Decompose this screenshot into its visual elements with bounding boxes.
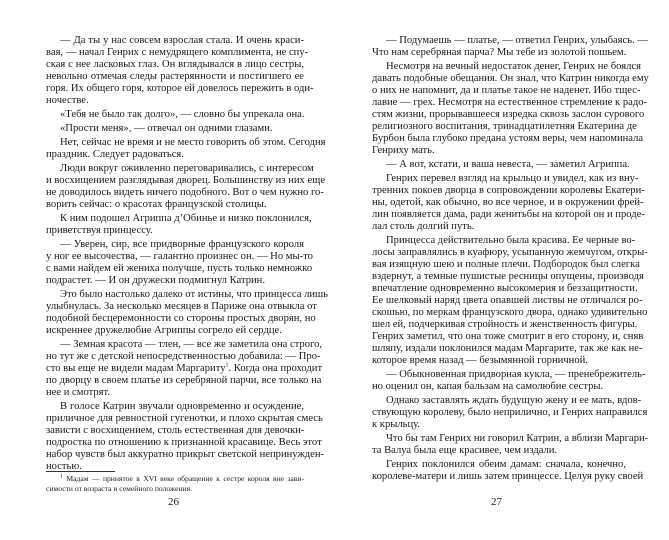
text-line: Нет, сейчас не время и не место говорить об этом. Сегодня (60, 137, 326, 148)
text-line: ская с нее ласковых глаз. Он вглядывался в лицо сестры, (46, 59, 304, 70)
text-line: — Обыкновенная придворная кукла, — пренебрежитель- (386, 369, 646, 380)
text-line: шел ей, подчеркивая стройность и женственность фигуры. (372, 319, 638, 330)
text-line: у ног ее высочества, — галантно произнес он. — Но мы-то (46, 251, 313, 262)
text-line: нее и смотрят. (46, 387, 111, 398)
text-line: улыбнулась. За несколько месяцев в Париже она отвыкла от (46, 301, 317, 312)
text-line: В голосе Катрин звучали одновременно и осуждение, (60, 401, 304, 412)
text-line: с вами найдем ей жениха получше, пусть только немножко (46, 263, 313, 274)
text-line: вая изящную шею и полные плечи. Подбородок был слегка (372, 259, 640, 270)
text-line: ворить сейчас: о красотах французской столицы. (46, 199, 267, 210)
text-line: которое время назад — безымянной горничной. (372, 355, 588, 366)
paragraph (46, 137, 326, 161)
text-line: ночестве. (46, 95, 89, 106)
text-line: к крыльцу. (372, 419, 421, 430)
text-line: Генрих перевел взгляд на крыльцо и увидел, как из вну- (386, 173, 639, 184)
text-line: — Да ты у нас совсем взрослая стала. И очень краси- (60, 35, 304, 46)
paragraph (46, 401, 325, 473)
text-line: зависти с восхищением, столь естественная для девочки- (46, 425, 305, 436)
text-line: вздернут, а темные пушистые ресницы опущены, производя (372, 271, 644, 282)
footnote-line: $^1$ Мадам — принятое в XVI веке обращение к сестре короля вне зави- (60, 473, 304, 483)
paragraph (372, 395, 648, 431)
text-line: религиозного воспитания, тринадцатилетняя Екатерина де (372, 121, 637, 132)
text-line: стям жизни, прорывавшееся изредка сквозь заслон сурового (372, 109, 645, 120)
paragraph (46, 163, 326, 211)
text-line: «Прости меня», — отвечал он одними глазами. (60, 123, 273, 134)
text-line: впечатление одновременно высокомерия и беззащитности. (372, 283, 638, 294)
text-line: та Валуа была еще красивее, чем издали. (372, 445, 558, 456)
text-line: Несмотря на вечный недостаток денег, Генрих не боялся (386, 61, 641, 72)
text-line: ностью. (46, 461, 82, 472)
text-line: приветствуя принцессу. (46, 225, 153, 236)
paragraph (372, 173, 645, 233)
text-line: давать подобные обещания. Он знал, что Катрин никогда ему (372, 73, 649, 84)
footnote (46, 474, 304, 494)
text-line: Что бы там Генрих ни говорил Катрин, а вблизи Маргари- (386, 433, 649, 444)
paragraph (372, 159, 630, 171)
text-line: но тут же с детской непосредственностью добавила: — Про- (46, 351, 321, 362)
text-line: ствующую королеву, было неприлично, и Генрих направился (372, 407, 648, 418)
right-page-text (372, 35, 649, 485)
page-number-left: 26 (168, 496, 179, 508)
paragraph (46, 109, 304, 121)
footnote-marker: 1 (225, 362, 229, 369)
paragraph (46, 289, 329, 337)
text-line: — Уверен, сир, все придворные французского короля (60, 239, 304, 250)
paragraph (46, 35, 314, 107)
text-line: лосы заправлялись в куафюру, усыпанную жемчугом, откры- (372, 247, 648, 258)
text-line: по дворцу в своем платье из серебряной парчи, все только на (46, 375, 322, 386)
text-line: Что нам серебряная парча? Мы тебе из золотой пошьем. (372, 47, 627, 58)
text-line: лин появляется дама, ради женитьбы на которой он и проде- (372, 209, 645, 220)
text-line: Генрих поклонился обеим дамам: сначала, конечно, (386, 459, 626, 470)
text-line: Генрих заметил, что она тоже смотрит в его сторону, и, сняв (372, 331, 644, 342)
text-line: «Тебя не было так долго», — словно бы упрекала она. (60, 109, 305, 120)
text-line: не доводилось видеть ничего подобного. Вот о чем нужно го- (46, 187, 324, 198)
text-line: скошью, по меркам французского двора, однако удивительно (372, 307, 648, 318)
text-line: невольно отмечая следы растерянности и постигшего ее (46, 71, 304, 82)
footnote-line: симости от возраста и семейного положения. (46, 484, 193, 493)
text-line: праздник. Следует радоваться. (46, 149, 184, 160)
text-line: ны, одетой, как обычно, во все черное, и в окружении фрей- (372, 197, 644, 208)
paragraph (372, 61, 649, 157)
left-page-text (46, 35, 329, 475)
paragraph (46, 213, 312, 237)
paragraph (372, 433, 649, 457)
text-line: шляпу, издали поклонился мадам Маргарите, так же как не- (372, 343, 643, 354)
paragraph (46, 239, 313, 287)
text-line: К ним подошел Агриппа д’Обинье и низко поклонился, (60, 213, 312, 224)
text-line: — Земная красота — тлен, — все же заметила она строго, (60, 339, 323, 350)
text-line: сто вы еще не видели мадам Маргариту$^1$. Когда она проходит (46, 362, 323, 374)
text-line: тренних покоев дворца в сопровождении королевы Екатери- (372, 185, 645, 196)
paragraph (372, 459, 644, 483)
text-line: и восхищением разглядывая дворец. Большинству из них еще (46, 175, 326, 186)
text-line: Бурбон была глубоко предана устоям веры, чем напоминала (372, 133, 644, 144)
paragraph (372, 369, 646, 393)
text-line: но оценил он, капая бальзам на самолюбие сестры. (372, 381, 604, 392)
text-line: подрастет. — И он дружески подмигнул Катрин. (46, 275, 265, 286)
text-line: королеве-матери и лишь затем принцессе. Целуя руку своей (372, 471, 644, 482)
text-line: Это было настолько далеко от истины, что принцесса лишь (60, 289, 329, 300)
text-line: подобной бесцеремонности со стороны простых дворян, но (46, 313, 316, 324)
text-line: — Подумаешь — платье, — ответил Генрих, улыбаясь. — (386, 35, 648, 46)
paragraph (372, 35, 648, 59)
text-line: Однако заставлять ждать будущую жену и ее мать, вдов- (386, 395, 642, 406)
text-line: лавие — грех. Несмотря на естественное стремление к радо- (372, 97, 648, 108)
text-line: Ее шелковый наряд цвета опавшей листвы не отличался ро- (372, 295, 643, 306)
footnote-marker: 1 (60, 473, 63, 480)
paragraph (372, 235, 648, 367)
text-line: вая, — начал Генрих с немудрящего комплимента, не спу- (46, 47, 309, 58)
footnote-divider (46, 471, 115, 472)
text-line: Принцесса действительно была красива. Ее черные во- (386, 235, 636, 246)
text-line: искреннее дружелюбие Агриппы согрело ей сердце. (46, 325, 282, 336)
page-number-right: 27 (491, 496, 502, 508)
text-line: набор чувств был аккуратно прикрыт светской непринужден- (46, 449, 325, 460)
text-line: подростка по отношению к признанной красавице. Весь этот (46, 437, 322, 448)
text-line: лал столь долгий путь. (372, 221, 475, 232)
paragraph (46, 339, 323, 399)
text-line: горя. Их общего горя, которое ей довелось пережить в оди- (46, 83, 314, 94)
text-line: Генриху мать. (372, 145, 435, 156)
text-line: — А вот, кстати, и ваша невеста, — заметил Агриппа. (386, 159, 630, 170)
text-line: о них не напомнит, да и платье такое не наденет. Ибо тщес- (372, 85, 641, 96)
text-line: Люди вокруг оживленно переговаривались, с интересом (60, 163, 314, 174)
text-line: приличное для ревностной гугенотки, и плохо скрытая смесь (46, 413, 323, 424)
paragraph (46, 123, 304, 135)
